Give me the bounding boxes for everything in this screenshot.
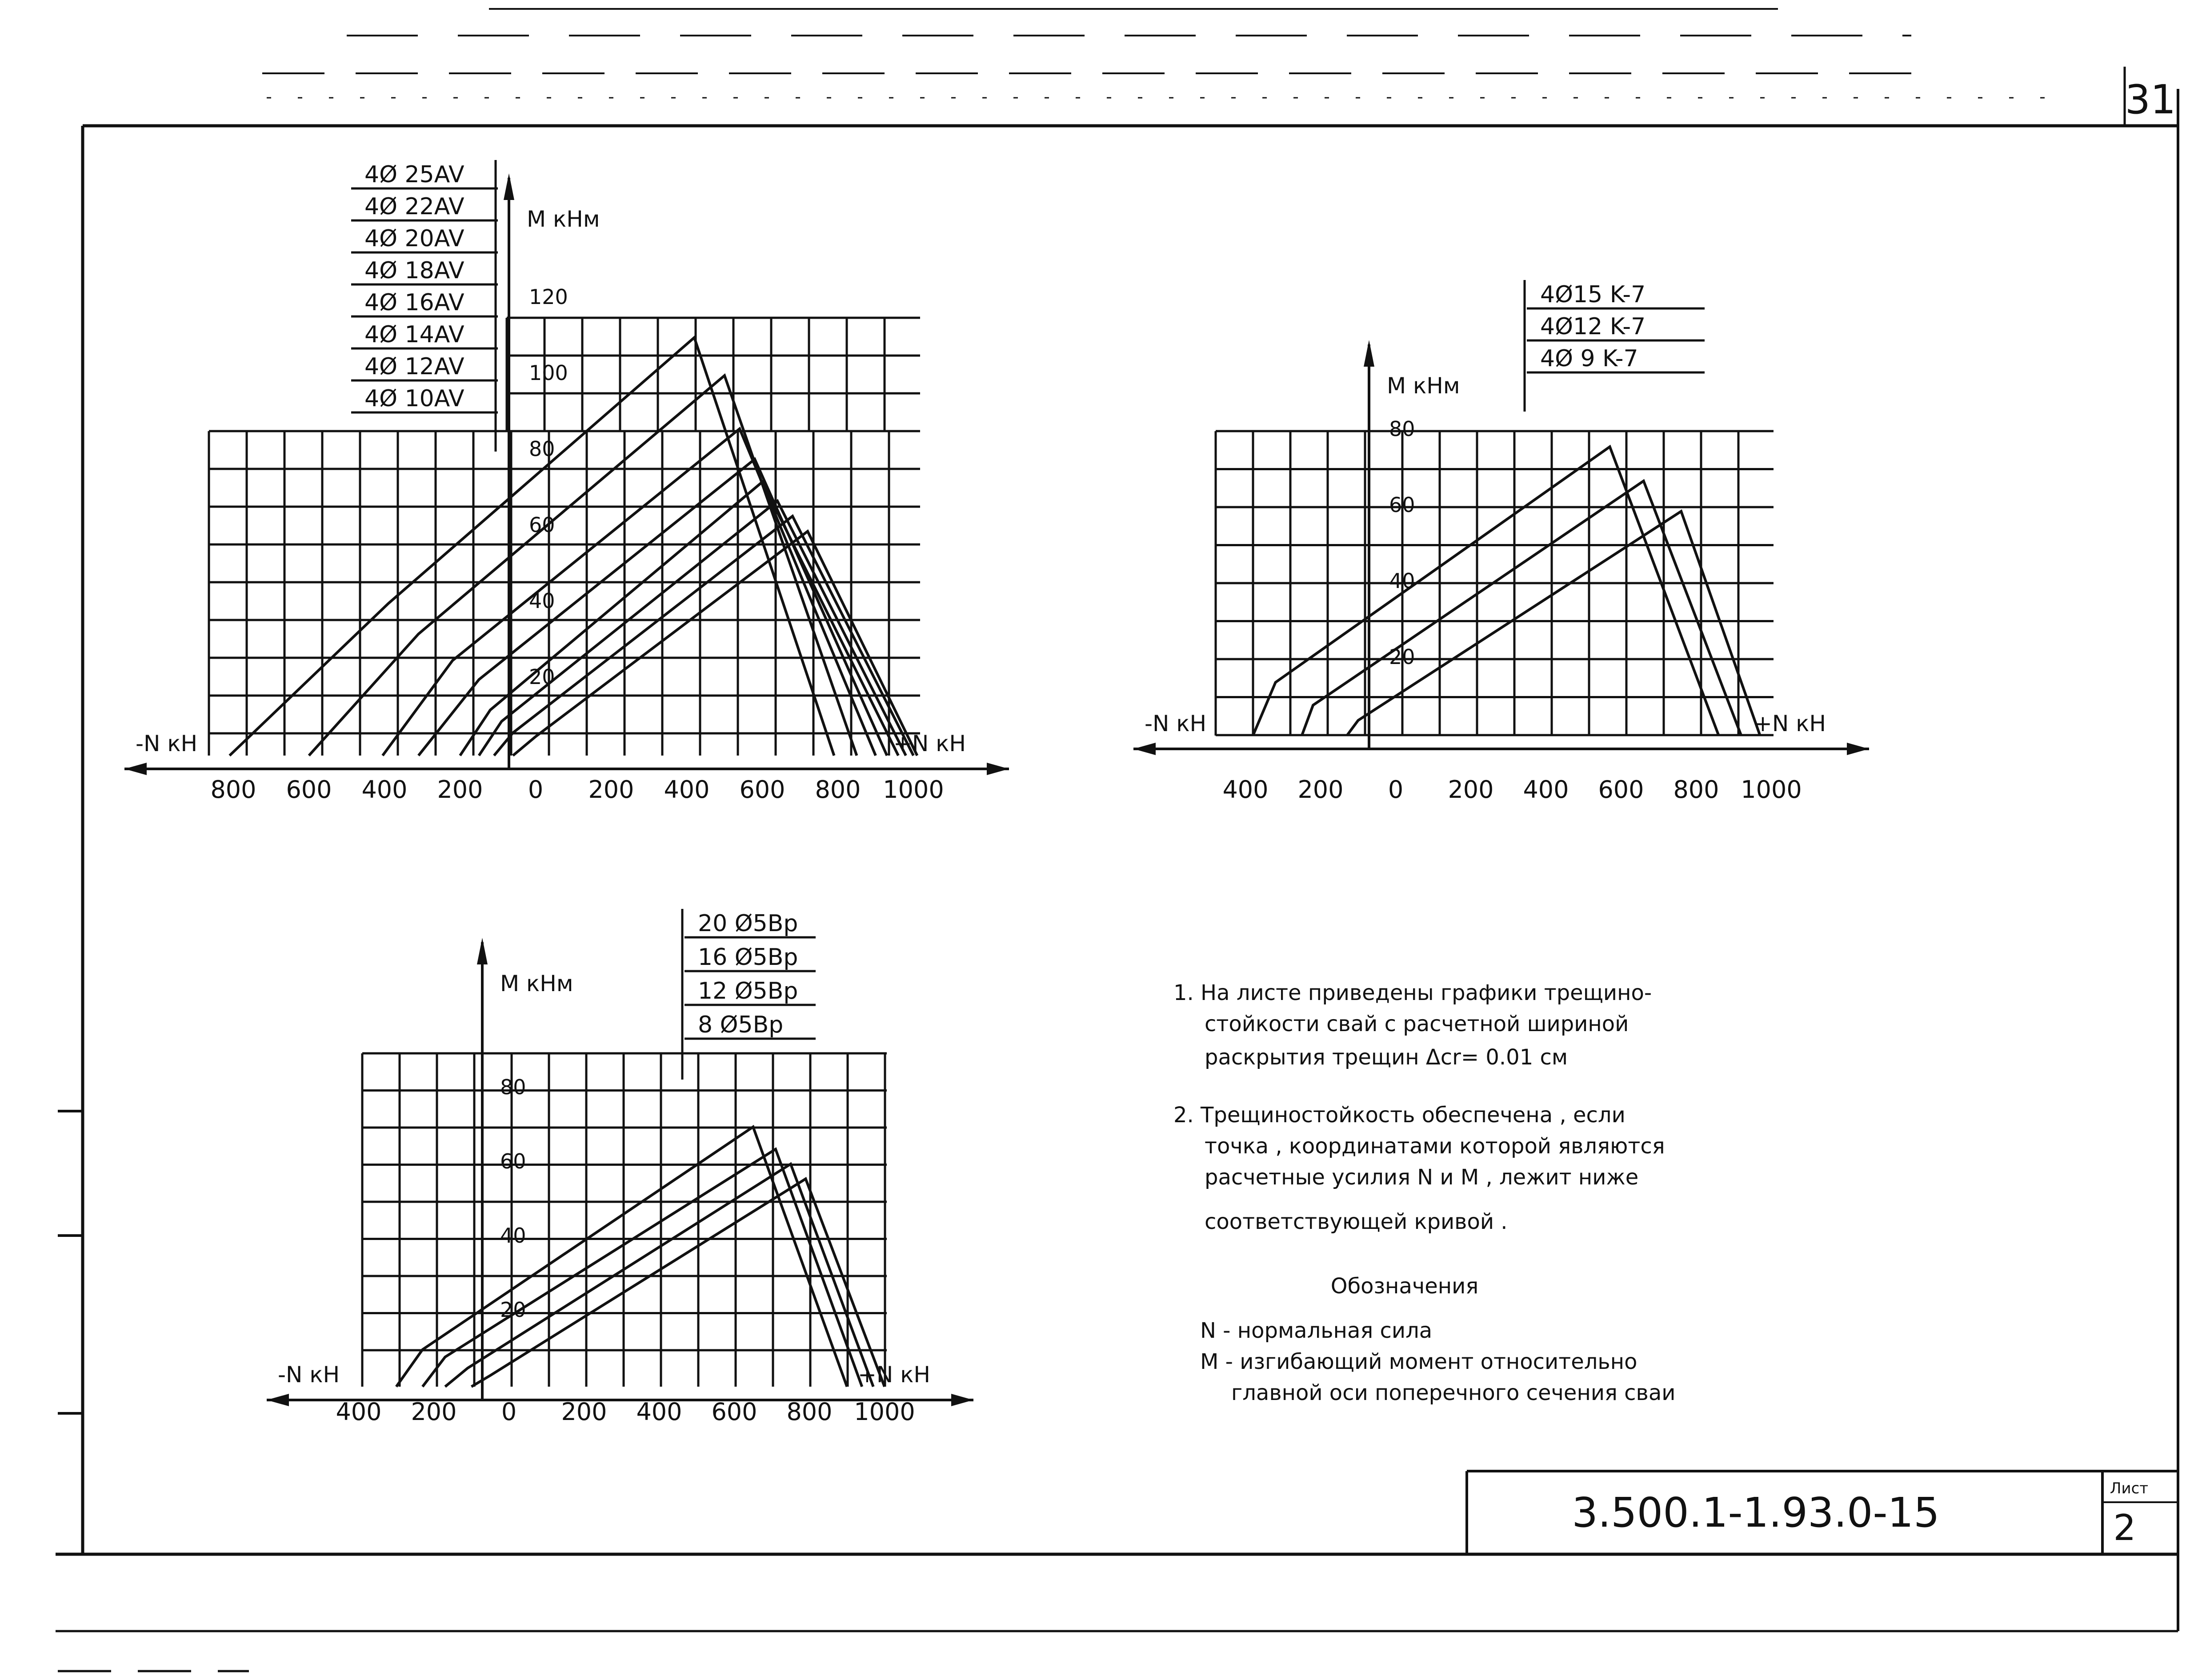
y-axis-label: M кНм <box>1387 373 1460 399</box>
y-tick-label: 60 <box>500 1149 526 1173</box>
pos-force-label: +N кН <box>858 1362 930 1388</box>
legend-entry: 12 Ø5Bp <box>698 978 798 1004</box>
y-axis-label: M кНм <box>527 206 600 232</box>
legend-entry: 4Ø 16AV <box>364 289 464 316</box>
series-curve <box>460 482 898 756</box>
sheet-number: 31 <box>2125 76 2176 123</box>
sheet-value: 2 <box>2113 1507 2136 1548</box>
chart-rebar-av <box>124 160 1009 804</box>
legend-entry: 4Ø 25AV <box>364 161 464 188</box>
chart-wire-bp <box>267 909 973 1426</box>
y-tick-label: 20 <box>500 1298 526 1322</box>
note-line: 1. На листе приведены графики трещино- <box>1173 980 1652 1005</box>
x-tick-label: 600 <box>739 776 785 804</box>
x-axis-arrow-right <box>951 1394 973 1406</box>
legend-line: M - изгибающий момент относительно <box>1200 1349 1637 1374</box>
legend-line: N - нормальная сила <box>1200 1318 1433 1343</box>
y-tick-label: 120 <box>529 285 568 309</box>
x-tick-label: 0 <box>501 1398 517 1426</box>
x-tick-label: 800 <box>786 1398 833 1426</box>
legend-entry: 20 Ø5Bp <box>698 910 798 937</box>
y-axis-arrow <box>477 938 488 964</box>
neg-force-label: -N кН <box>136 731 198 756</box>
x-tick-label: 0 <box>1388 776 1404 804</box>
note-line: соответствующей кривой . <box>1205 1209 1508 1234</box>
x-tick-label: 600 <box>711 1398 757 1426</box>
legend-entry: 4Ø 20AV <box>364 225 464 252</box>
y-tick-label: 60 <box>529 513 555 537</box>
document-code: 3.500.1-1.93.0-15 <box>1572 1489 1940 1536</box>
y-tick-label: 40 <box>529 589 555 613</box>
y-tick-label: 40 <box>500 1224 526 1248</box>
x-tick-label: 600 <box>286 776 332 804</box>
legend-entry: 16 Ø5Bp <box>698 944 798 971</box>
y-tick-label: 40 <box>1389 569 1415 593</box>
x-tick-label: 0 <box>528 776 544 804</box>
y-tick-label: 20 <box>529 665 555 689</box>
x-tick-label: 600 <box>1598 776 1644 804</box>
y-tick-label: 100 <box>529 361 568 385</box>
pos-force-label: +N кН <box>893 731 966 756</box>
legend-entry: 4Ø 10AV <box>364 385 464 412</box>
legend-entry: 4Ø12 K-7 <box>1540 313 1646 340</box>
legend-entry: 8 Ø5Bp <box>698 1012 784 1038</box>
x-axis-arrow-left <box>1133 743 1156 755</box>
pos-force-label: +N кН <box>1754 711 1826 736</box>
y-tick-label: 20 <box>1389 645 1415 669</box>
series-curve <box>230 338 834 756</box>
chart-strand-k7 <box>1133 280 1869 804</box>
x-tick-label: 1000 <box>883 776 944 804</box>
x-tick-label: 400 <box>636 1398 682 1426</box>
x-tick-label: 200 <box>437 776 483 804</box>
x-tick-label: 800 <box>815 776 861 804</box>
x-tick-label: 800 <box>1673 776 1719 804</box>
x-tick-label: 200 <box>411 1398 457 1426</box>
x-axis-arrow-left <box>267 1394 289 1406</box>
sheet-label: Лист <box>2110 1480 2149 1497</box>
legend-entry: 4Ø 22AV <box>364 193 464 220</box>
x-tick-label: 1000 <box>854 1398 915 1426</box>
legend-entry: 4Ø 12AV <box>364 353 464 380</box>
legend-line: главной оси поперечного сечения сваи <box>1231 1380 1676 1405</box>
y-tick-label: 80 <box>500 1075 526 1099</box>
legend-entry: 4Ø 18AV <box>364 257 464 284</box>
legend-block <box>1200 1318 1675 1405</box>
series-curve <box>396 1127 847 1387</box>
note-line: раскрытия трещин Δcr= 0.01 см <box>1205 1045 1568 1070</box>
series-curve <box>1253 447 1719 736</box>
x-tick-label: 200 <box>561 1398 607 1426</box>
x-tick-label: 800 <box>210 776 256 804</box>
legend-entry: 4Ø15 K-7 <box>1540 281 1646 308</box>
y-tick-label: 60 <box>1389 493 1415 517</box>
y-axis-arrow <box>1364 340 1374 367</box>
note-line: расчетные усилия N и M , лежит ниже <box>1205 1165 1639 1190</box>
x-axis-arrow-right <box>987 763 1009 775</box>
x-tick-label: 400 <box>1523 776 1569 804</box>
notes-block <box>1173 980 1665 1234</box>
x-tick-label: 200 <box>1297 776 1344 804</box>
y-axis-arrow <box>504 173 514 200</box>
x-tick-label: 200 <box>1448 776 1494 804</box>
note-line: стойкости свай с расчетной шириной <box>1205 1012 1629 1036</box>
note-line: точка , координатами которой являются <box>1205 1134 1665 1159</box>
neg-force-label: -N кН <box>1145 711 1207 736</box>
x-axis-arrow-left <box>124 763 147 775</box>
note-line: 2. Трещиностойкость обеспечена , если <box>1173 1103 1625 1128</box>
legend-entry: 4Ø 14AV <box>364 321 464 348</box>
x-axis-arrow-right <box>1847 743 1869 755</box>
x-tick-label: 400 <box>664 776 710 804</box>
x-tick-label: 400 <box>361 776 408 804</box>
y-axis-label: M кНм <box>500 971 573 996</box>
y-tick-label: 80 <box>1389 417 1415 441</box>
x-tick-label: 1000 <box>1741 776 1802 804</box>
legend-title: Обозначения <box>1330 1274 1479 1299</box>
y-tick-label: 80 <box>529 437 555 461</box>
legend-entry: 4Ø 9 K-7 <box>1540 345 1638 372</box>
neg-force-label: -N кН <box>278 1362 340 1388</box>
x-tick-label: 400 <box>1222 776 1269 804</box>
x-tick-label: 400 <box>336 1398 382 1426</box>
x-tick-label: 200 <box>588 776 634 804</box>
